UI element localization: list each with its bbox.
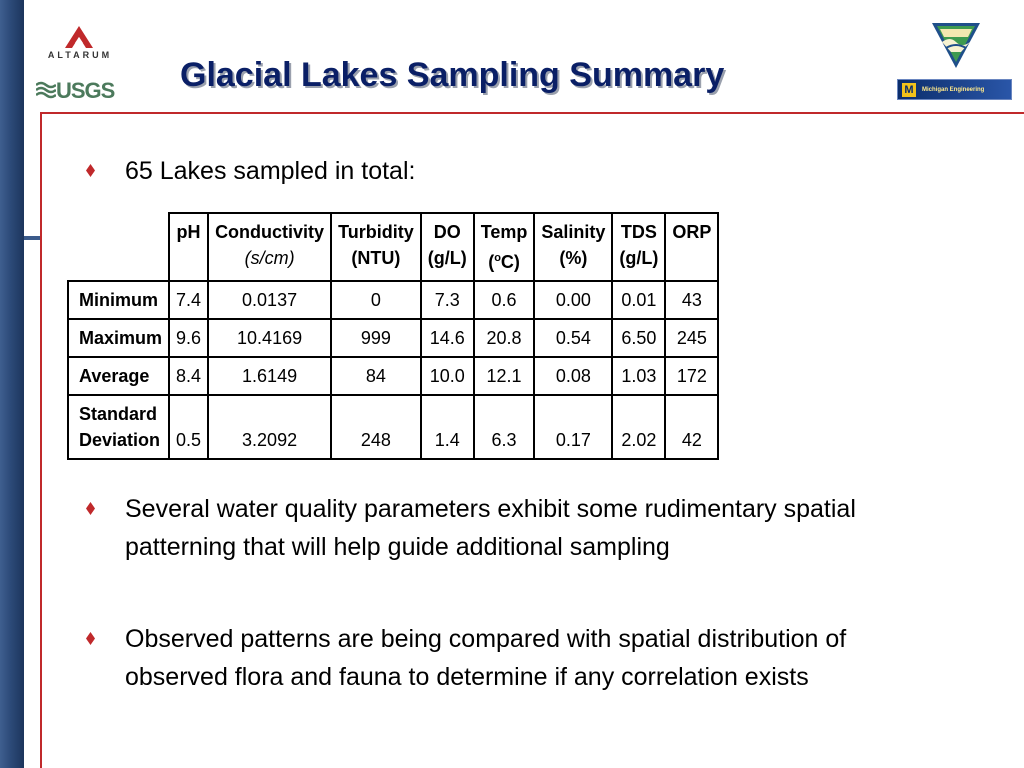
table-cell: 0.54 [534, 319, 612, 357]
left-side-bar [0, 0, 24, 768]
table-cell: 20.8 [474, 319, 535, 357]
bullet-text: 65 Lakes sampled in total: [125, 157, 416, 185]
table-cell: 7.4 [169, 281, 208, 319]
table-cell: 0.01 [612, 281, 665, 319]
table-cell: 7.3 [421, 281, 474, 319]
table-cell: 10.0 [421, 357, 474, 395]
table-cell: 42 [665, 395, 718, 459]
bullet-item [86, 152, 786, 192]
table-cell: 6.50 [612, 319, 665, 357]
temp-unit: ($^o$C) [488, 252, 520, 272]
column-header: pH [169, 213, 208, 281]
bullet-item [86, 490, 886, 606]
altarum-wordmark: ALTARUM [47, 50, 113, 60]
table-row [68, 319, 718, 357]
table-cell: 6.3 [474, 395, 535, 459]
row-label: Average [68, 357, 169, 395]
column-header: Turbidity (NTU) [331, 213, 421, 281]
table-cell: 84 [331, 357, 421, 395]
table-cell: 14.6 [421, 319, 474, 357]
table-cell: 0.0137 [208, 281, 331, 319]
column-header: Temp ($^o$C) [474, 213, 535, 281]
table-row [68, 281, 718, 319]
vertical-rule [40, 112, 42, 768]
column-header: ORP [665, 213, 718, 281]
diamond-bullet-icon [86, 632, 95, 645]
table-corner-cell [68, 213, 169, 281]
row-label: Maximum [68, 319, 169, 357]
table-cell: 172 [665, 357, 718, 395]
usgs-wordmark: USGS [56, 78, 115, 103]
diamond-bullet-icon [86, 502, 95, 515]
side-bar-notch [24, 236, 40, 240]
column-header: Conductivity (s/cm) [208, 213, 331, 281]
column-header: DO (g/L) [421, 213, 474, 281]
table-cell: 0.00 [534, 281, 612, 319]
bullet-text: Several water quality parameters exhibit some rudimentary spatial patterning that will help guide additional sampling [125, 495, 856, 561]
diamond-bullet-icon [86, 164, 95, 177]
michigan-engineering-logo [897, 79, 1012, 100]
table-cell: 8.4 [169, 357, 208, 395]
table-header-row [68, 213, 718, 281]
column-header: TDS (g/L) [612, 213, 665, 281]
table-cell: 999 [331, 319, 421, 357]
altarum-mark-icon [62, 24, 96, 50]
table-cell: 0 [331, 281, 421, 319]
slide-title: Glacial Lakes Sampling Summary [180, 56, 725, 94]
table-cell: 248 [331, 395, 421, 459]
table-cell: 245 [665, 319, 718, 357]
table-cell: 0.6 [474, 281, 535, 319]
table-cell: 0.5 [169, 395, 208, 459]
altarum-logo [34, 24, 126, 64]
usgs-wave-icon [36, 81, 56, 99]
horizontal-rule [40, 112, 1024, 114]
blm-shield-icon [928, 20, 984, 70]
table-row [68, 357, 718, 395]
table-cell: 1.03 [612, 357, 665, 395]
table-cell: 10.4169 [208, 319, 331, 357]
table-cell: 1.6149 [208, 357, 331, 395]
table-row [68, 395, 718, 459]
usgs-logo [36, 76, 124, 104]
table-cell: 9.6 [169, 319, 208, 357]
table-cell: 1.4 [421, 395, 474, 459]
michigan-engineering-wordmark: Michigan Engineering [922, 86, 985, 93]
table-cell: 2.02 [612, 395, 665, 459]
column-header: Salinity (%) [534, 213, 612, 281]
table-cell: 12.1 [474, 357, 535, 395]
michigan-m-icon: M [902, 83, 916, 97]
summary-table [67, 212, 719, 460]
bullet-item [86, 620, 886, 736]
table-cell: 3.2092 [208, 395, 331, 459]
table-cell: 0.08 [534, 357, 612, 395]
row-label: Minimum [68, 281, 169, 319]
bullet-text: Observed patterns are being compared with spatial distribution of observed flora and fauna to determine if any correlation exists [125, 625, 847, 691]
table-cell: 0.17 [534, 395, 612, 459]
table-cell: 43 [665, 281, 718, 319]
row-label: Standard Deviation [68, 395, 169, 459]
